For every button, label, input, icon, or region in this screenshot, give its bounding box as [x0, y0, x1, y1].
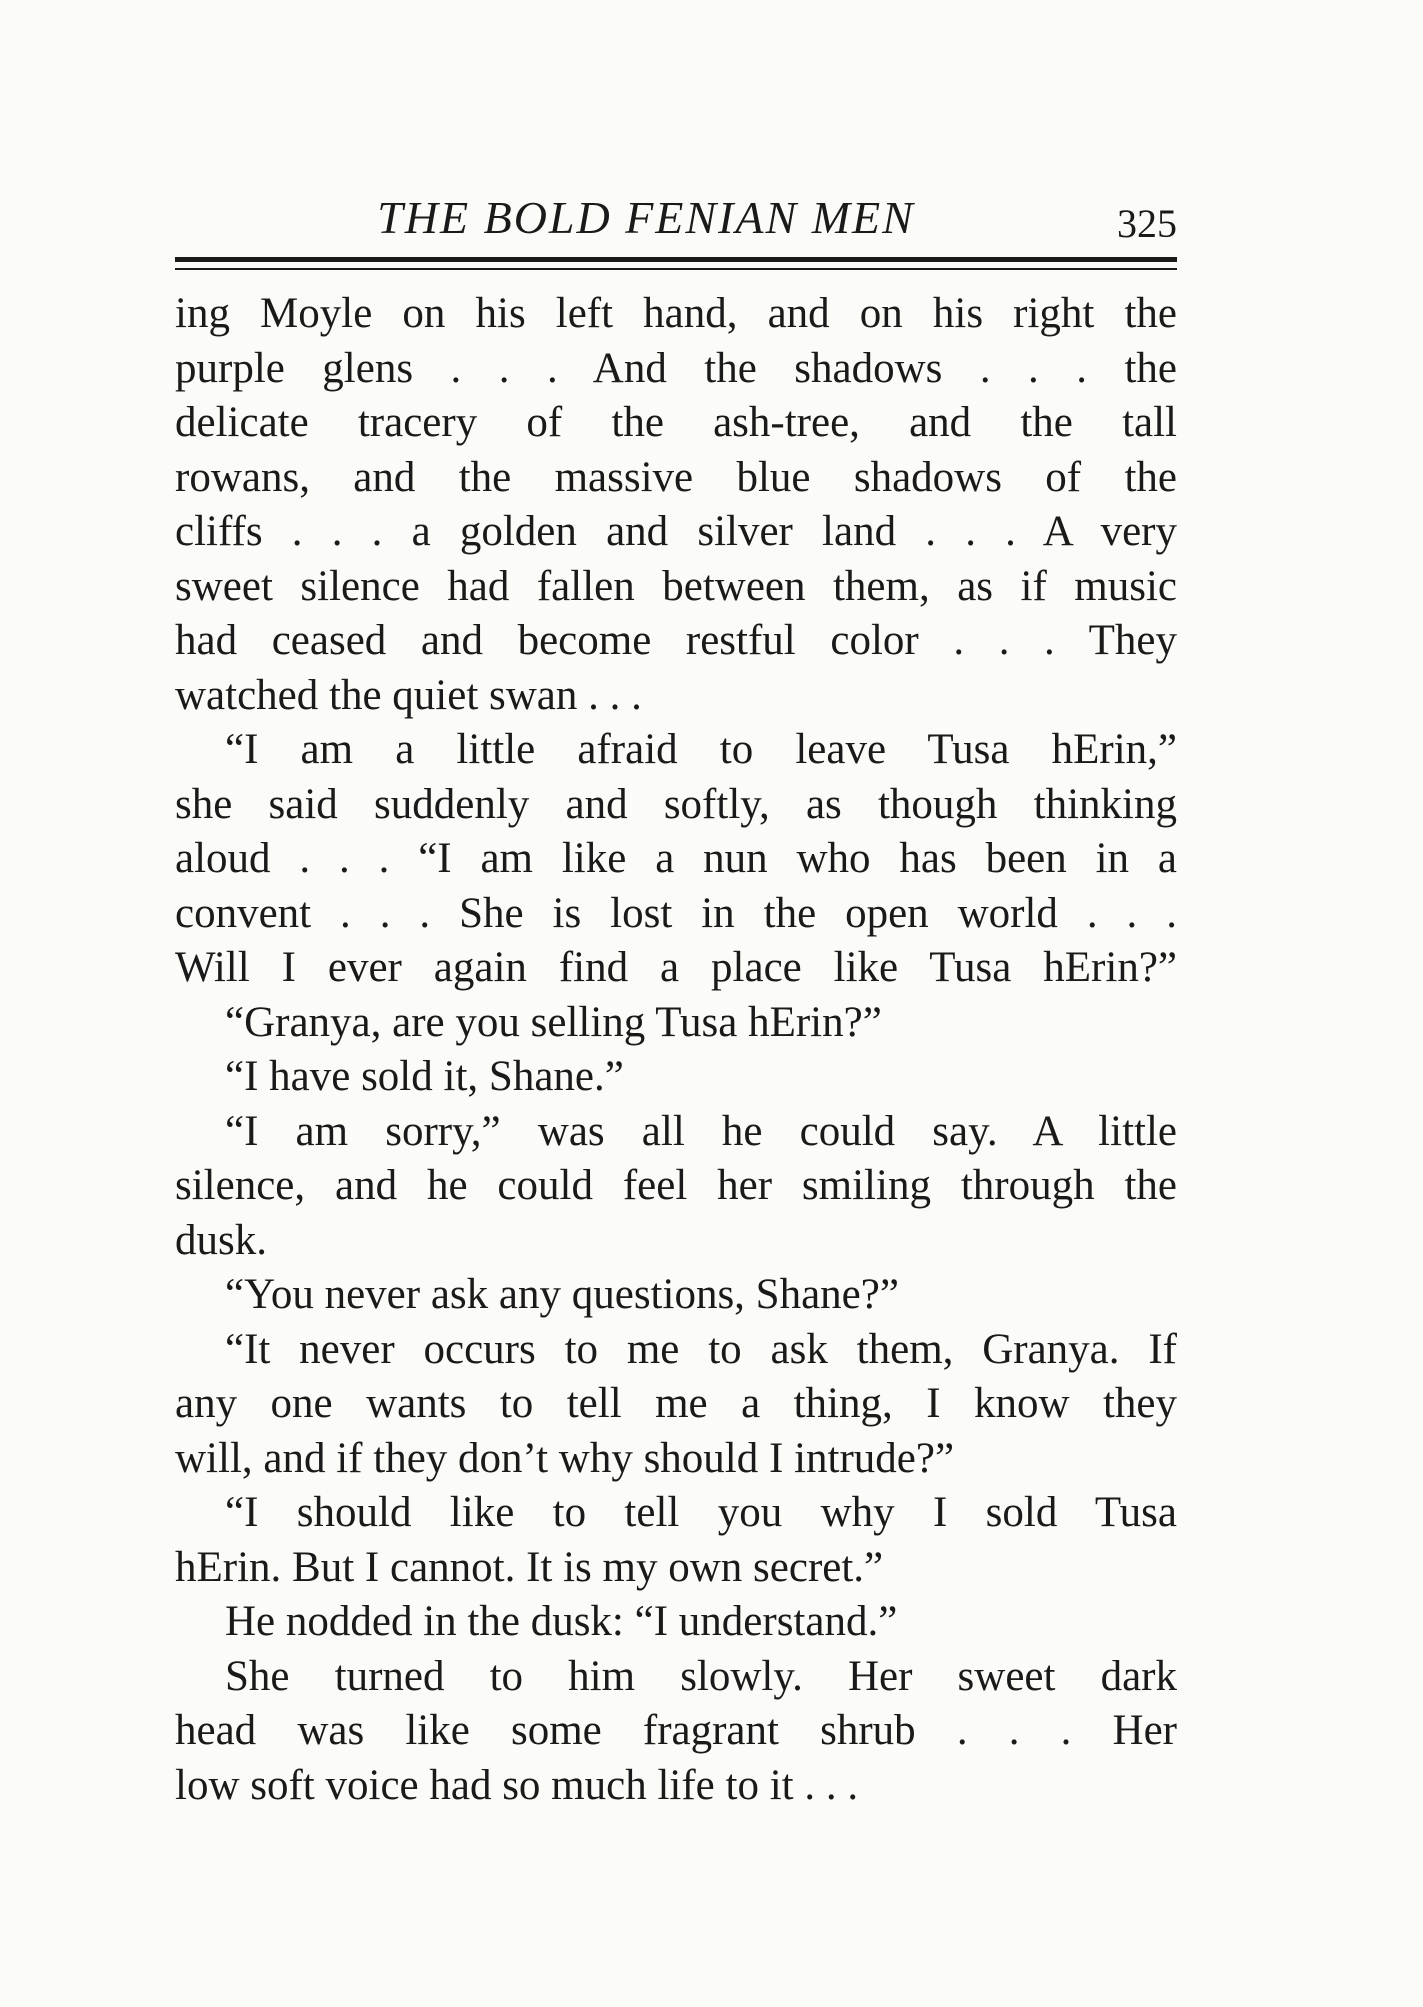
text-line: He nodded in the dusk: “I understand.” [225, 1598, 898, 1645]
running-title: THE BOLD FENIAN MEN [377, 192, 915, 243]
text-line: “Granya, are you selling Tusa hErin?” [225, 998, 882, 1046]
text-line: ing Moyle on his left hand, and on his right the [175, 290, 1177, 337]
text-line: delicate tracery of the ash-tree, and the tall [175, 399, 1177, 446]
text-line: hErin. But I cannot. It is my own secret.” [175, 1543, 884, 1591]
header-rule-thin [175, 268, 1177, 270]
text-line: low soft voice had so much life to it . . . [175, 1761, 859, 1809]
header-rule-thick [175, 257, 1177, 262]
text-line: cliffs . . . a golden and silver land . . . A very [175, 508, 1177, 555]
page-number: 325 [1117, 201, 1177, 246]
text-line: “I am a little afraid to leave Tusa hErin,” [225, 726, 1177, 773]
text-line: She turned to him slowly. Her sweet dark [225, 1652, 1177, 1700]
text-line: “You never ask any questions, Shane?” [225, 1271, 899, 1318]
text-line: rowans, and the massive blue shadows of the [175, 453, 1177, 501]
text-line: Will I ever again find a place like Tusa hErin?” [175, 944, 1177, 991]
text-line: aloud . . . “I am like a nun who has been in a [175, 835, 1177, 882]
text-line: had ceased and become restful color . . . They [175, 617, 1177, 664]
text-line: “I should like to tell you why I sold Tusa [225, 1489, 1177, 1536]
body-text [175, 287, 1177, 1813]
text-line: “I have sold it, Shane.” [225, 1053, 624, 1100]
text-line: “It never occurs to me to ask them, Granya. If [225, 1325, 1177, 1373]
text-line: sweet silence had fallen between them, as if music [175, 562, 1177, 610]
text-line: dusk. [175, 1216, 267, 1264]
text-line: purple glens . . . And the shadows . . . the [175, 344, 1177, 392]
text-line: silence, and he could feel her smiling through the [175, 1162, 1177, 1209]
text-line: convent . . . She is lost in the open world . . . [175, 889, 1177, 937]
text-line: watched the quiet swan . . . [175, 671, 642, 719]
text-line: any one wants to tell me a thing, I know they [175, 1380, 1177, 1427]
text-line: “I am sorry,” was all he could say. A little [225, 1107, 1177, 1155]
text-line: she said suddenly and softly, as though thinking [175, 780, 1177, 828]
running-head [175, 186, 1177, 250]
text-line: head was like some fragrant shrub . . . Her [175, 1707, 1177, 1754]
text-line: will, and if they don’t why should I intrude?” [175, 1434, 955, 1482]
